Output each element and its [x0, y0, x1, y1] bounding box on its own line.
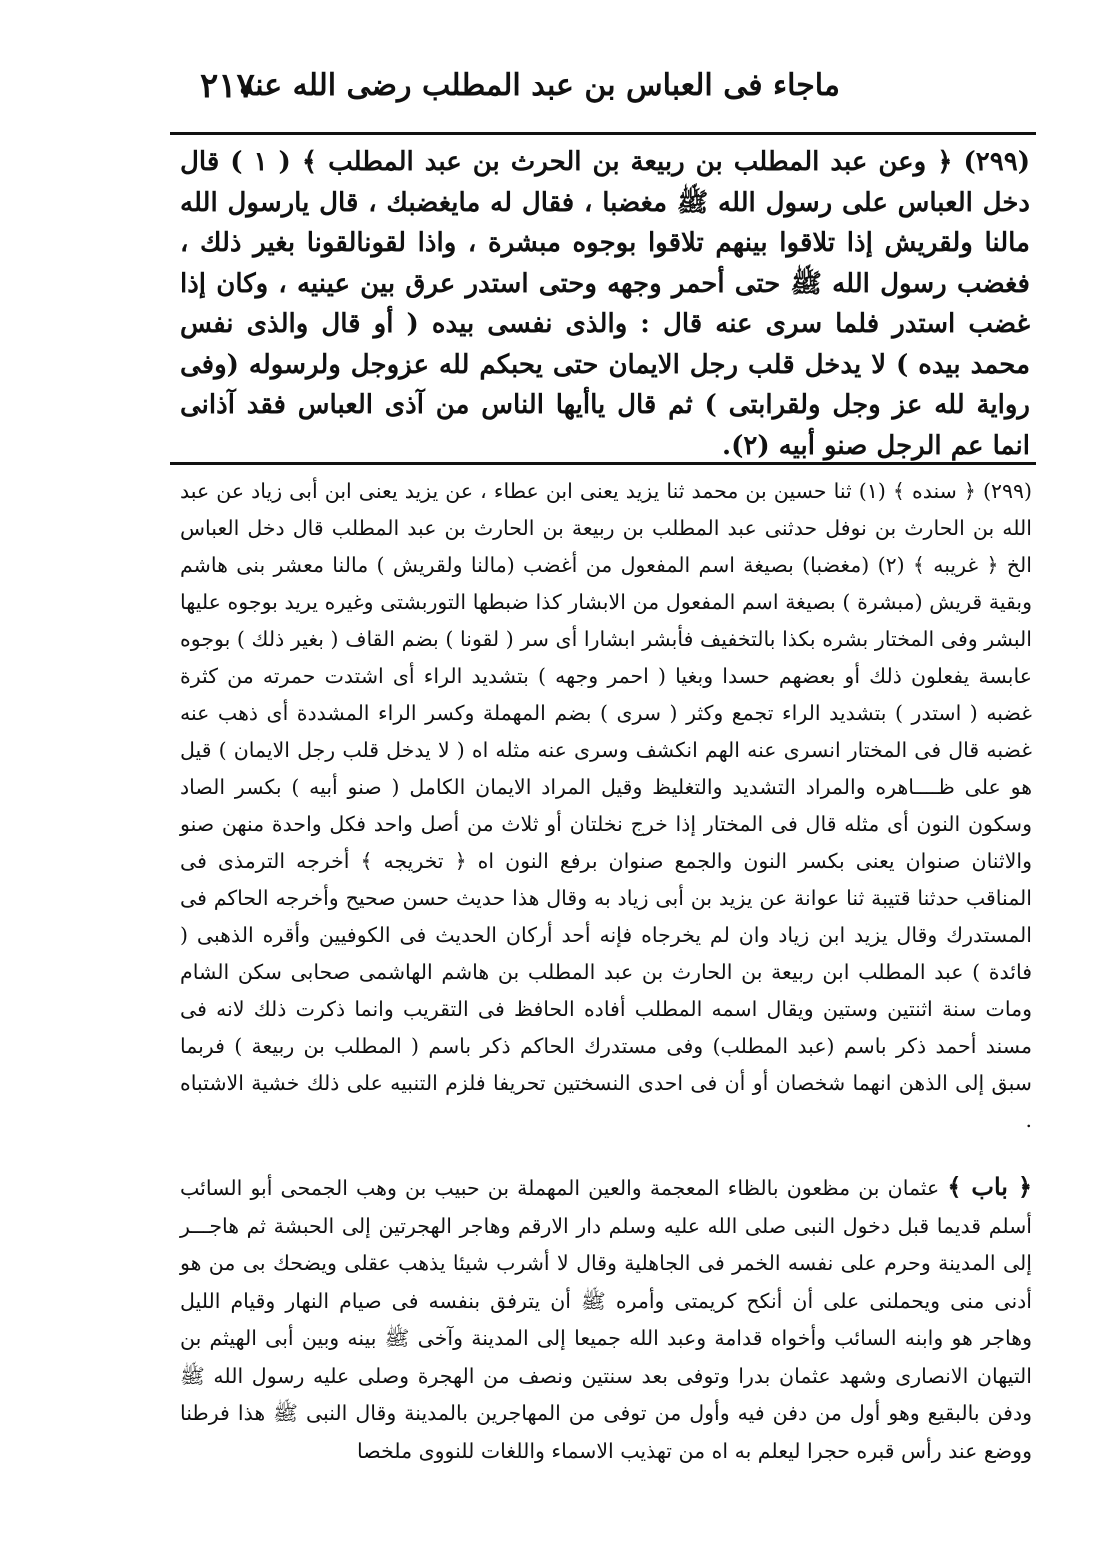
- page-header: [200, 62, 1020, 122]
- biography-text: عثمان بن مظعون بالظاء المعجمة والعين المهملة بن حبيب بن وهب الجمحى أبو السائب أسلم قديما قبل دخول النبى صلى الله عليه وسلم دار الارقم وهاجر الهجرتين إلى الحبشة ثم هاجـــر إلى المدينة وحرم على نفسه الخمر فى الجاهلية وقال لا أشرب شيئا يذهب عقلى ويضحك بى من هو أدنى منى ويحملنى على أن أنكح كريمتى وأمره ﷺ أن يترفق بنفسه فى صيام النهار وقيام الليل وهاجر هو وابنه السائب وأخواه قدامة وعبد الله جميعا إلى المدينة وآخى ﷺ بينه وبين أبى الهيثم بن التيهان الانصارى وشهد عثمان بدرا وتوفى بعد سنتين ونصف من الهجرة وصلى عليه رسول الله ﷺ ودفن بالبقيع وهو أول من دفن فيه وأول من توفى من المهاجرين بالمدينة وقال النبى ﷺ هذا فرطنا ووضع عند رأس قبره حجرا ليعلم به اه من تهذيب الاسماء واللغات للنووى ملخصا: [180, 1176, 1032, 1463]
- hadith-text: (٢٩٩) ﴿ وعن عبد المطلب بن ربيعة بن الحرث بن عبد المطلب ﴾ ( ١ ) قال دخل العباس على رسول الله ﷺ مغضبا ، فقال له مايغضبك ، قال يارسول الله مالنا ولقريش إذا تلاقوا بينهم تلاقوا بوجوه مبشرة ، واذا لقونالقونا بغير ذلك ، فغضب رسول الله ﷺ حتى أحمر وجهه وحتى استدر عرق بين عينيه ، وكان إذا غضب استدر فلما سرى عنه قال : والذى نفسى بيده ( أو قال والذى نفس محمد بيده ) لا يدخل قلب رجل الايمان حتى يحبكم لله عزوجل ولرسوله (وفى رواية لله عز وجل ولقرابتى ) ثم قال ياأيها الناس من آذى العباس فقد آذانى انما عم الرجل صنو أبيه (٢).: [180, 147, 1030, 461]
- page-number: ٢١٧: [200, 66, 255, 106]
- running-title: ماجاء فى العباس بن عبد المطلب رضى الله عنه: [239, 68, 840, 103]
- header-divider: [170, 132, 1036, 135]
- footnote-divider: [170, 462, 1036, 465]
- commentary-footnotes: (٢٩٩) ﴿ سنده ﴾ (١) ثنا حسين بن محمد ثنا يزيد يعنى ابن عطاء ، عن يزيد يعنى ابن أبى زياد عن عبد الله بن الحارث بن نوفل حدثنى عبد المطلب بن ربيعة بن الحارث بن عبد المطلب قال دخل العباس الخ ﴿ غريبه ﴾ (٢) (مغضبا) بصيغة اسم المفعول من أغضب (مالنا ولقريش ) مالنا معشر بنى هاشم وبقية قريش (مبشرة ) بصيغة اسم المفعول من الابشار كذا ضبطها التوربشتى وغيره يريد بوجوه عليها البشر وفى المختار بشره بكذا بالتخفيف فأبشر ابشارا أى سر ( لقونا ) بضم القاف ( بغير ذلك ) بوجوه عابسة يفعلون ذلك أو بعضهم حسدا وبغيا ( احمر وجهه ) بتشديد الراء أى اشتدت حمرته من كثرة غضبه ( استدر ) بتشديد الراء تجمع وكثر ( سرى ) بضم المهملة وكسر الراء المشددة أى ذهب عنه غضبه قال فى المختار انسرى عنه الهم انكشف وسرى عنه مثله اه ( لا يدخل قلب رجل الايمان ) قيل هو على ظــــاهره والمراد التشديد والتغليظ وقيل المراد الايمان الكامل ( صنو أبيه ) بكسر الصاد وسكون النون أى مثله قال فى المختار إذا خرج نخلتان أو ثلاث من أصل واحد فكل واحدة منهن صنو والاثنان صنوان يعنى بكسر النون والجمع صنوان برفع النون اه ﴿ تخريجه ﴾ أخرجه الترمذى فى المناقب حدثنا قتيبة ثنا عوانة عن يزيد بن أبى زياد به وقال هذا حديث حسن صحيح وأخرجه الحاكم فى المستدرك وقال يزيد ابن زياد وان لم يخرجاه فإنه أحد أركان الحديث فى الكوفيين وأقره الذهبى ( فائدة ) عبد المطلب ابن ربيعة بن الحارث بن عبد المطلب بن هاشم الهاشمى صحابى سكن الشام ومات سنة اثنتين وستين ويقال اسمه المطلب أفاده الحافظ فى التقريب وانما ذكرت ذلك لانه فى مسند أحمد ذكر باسم (عبد المطلب) وفى مستدرك الحاكم ذكر باسم ( المطلب بن ربيعة ) فربما سبق إلى الذهن انهما شخصان أو أن فى احدى النسختين تحريفا فلزم التنبيه على ذلك خشية الاشتباه .: [180, 479, 1032, 1132]
- biography-section: [180, 1168, 1032, 1508]
- bab-label: ﴿ باب ﴾: [947, 1172, 1033, 1201]
